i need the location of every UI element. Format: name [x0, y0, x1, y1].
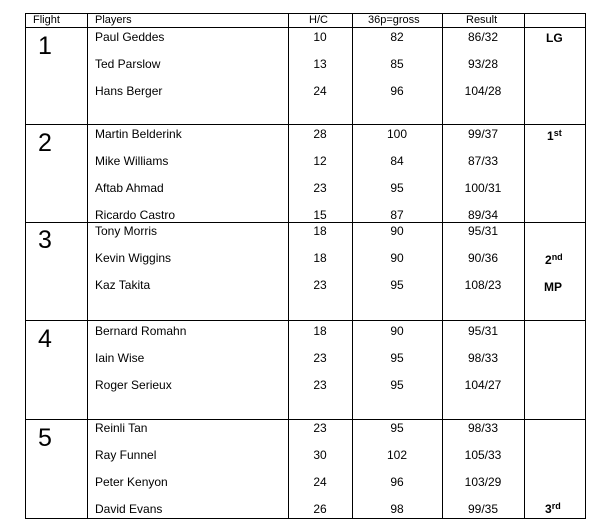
result: 99/35: [467, 502, 499, 516]
gross-score: 95: [390, 181, 404, 195]
flight-number: 4: [38, 325, 52, 353]
result: 108/23: [464, 278, 502, 292]
flight-number: 5: [38, 424, 52, 452]
award-label: LG: [546, 31, 563, 45]
result: 103/29: [464, 475, 502, 489]
gross-score: 100: [386, 127, 408, 141]
result: 104/28: [464, 84, 502, 98]
handicap: 15: [313, 208, 327, 222]
flight-number: 3: [38, 226, 52, 254]
result: 98/33: [467, 421, 499, 435]
award-label: 2nd: [545, 252, 563, 267]
player-name: Tony Morris: [95, 224, 158, 238]
player-name: Iain Wise: [95, 351, 145, 365]
player-name: David Evans: [95, 502, 163, 516]
gross-score: 95: [390, 278, 404, 292]
header-result: Result: [466, 14, 498, 26]
gross-score: 87: [390, 208, 404, 222]
player-name: Peter Kenyon: [95, 475, 168, 489]
gross-score: 90: [390, 224, 404, 238]
header-flight: Flight: [33, 14, 60, 26]
flight-divider: [25, 222, 586, 223]
result: 86/32: [467, 30, 499, 44]
gross-score: 90: [390, 251, 404, 265]
handicap: 13: [313, 57, 327, 71]
flight-number: 1: [38, 32, 52, 60]
handicap: 23: [313, 351, 327, 365]
player-name: Ray Funnel: [95, 448, 157, 462]
header-gross: 36p=gross: [368, 14, 420, 26]
player-name: Mike Williams: [95, 154, 169, 168]
result: 93/28: [467, 57, 499, 71]
handicap: 24: [313, 475, 327, 489]
result: 95/31: [467, 324, 499, 338]
player-name: Ricardo Castro: [95, 208, 176, 222]
column-divider: [585, 13, 586, 519]
header-hc: H/C: [309, 14, 328, 26]
gross-score: 98: [390, 502, 404, 516]
gross-score: 90: [390, 324, 404, 338]
player-name: Bernard Romahn: [95, 324, 187, 338]
gross-score: 96: [390, 84, 404, 98]
handicap: 28: [313, 127, 327, 141]
player-name: Kaz Takita: [95, 278, 151, 292]
player-name: Hans Berger: [95, 84, 163, 98]
player-name: Roger Serieux: [95, 378, 172, 392]
result: 89/34: [467, 208, 499, 222]
handicap: 10: [313, 30, 327, 44]
player-name: Kevin Wiggins: [95, 251, 172, 265]
result: 98/33: [467, 351, 499, 365]
handicap: 23: [313, 421, 327, 435]
handicap: 12: [313, 154, 327, 168]
flight-divider: [25, 124, 586, 125]
flight-number: 2: [38, 129, 52, 157]
flight-divider: [25, 419, 586, 420]
result: 99/37: [467, 127, 499, 141]
table-bottom-border: [25, 518, 586, 519]
gross-score: 95: [390, 378, 404, 392]
result: 90/36: [467, 251, 499, 265]
header-divider: [25, 27, 586, 28]
handicap: 26: [313, 502, 327, 516]
award-label: 1st: [547, 128, 562, 143]
column-divider: [288, 13, 289, 519]
gross-score: 102: [386, 448, 408, 462]
column-divider: [87, 13, 88, 519]
handicap: 18: [313, 251, 327, 265]
column-divider: [442, 13, 443, 519]
player-name: Paul Geddes: [95, 30, 165, 44]
handicap: 23: [313, 181, 327, 195]
gross-score: 82: [390, 30, 404, 44]
handicap: 23: [313, 378, 327, 392]
handicap: 18: [313, 224, 327, 238]
result: 95/31: [467, 224, 499, 238]
handicap: 30: [313, 448, 327, 462]
result: 104/27: [464, 378, 502, 392]
award-label: 3rd: [545, 501, 561, 516]
player-name: Ted Parslow: [95, 57, 161, 71]
result: 105/33: [464, 448, 502, 462]
result: 87/33: [467, 154, 499, 168]
gross-score: 95: [390, 351, 404, 365]
column-divider: [524, 13, 525, 519]
handicap: 18: [313, 324, 327, 338]
result: 100/31: [464, 181, 502, 195]
header-players: Players: [95, 14, 132, 26]
flight-divider: [25, 320, 586, 321]
award-label: MP: [544, 280, 562, 294]
gross-score: 95: [390, 421, 404, 435]
gross-score: 84: [390, 154, 404, 168]
player-name: Reinli Tan: [95, 421, 148, 435]
column-divider: [25, 13, 26, 519]
column-divider: [352, 13, 353, 519]
player-name: Martin Belderink: [95, 127, 182, 141]
gross-score: 96: [390, 475, 404, 489]
handicap: 24: [313, 84, 327, 98]
player-name: Aftab Ahmad: [95, 181, 164, 195]
handicap: 23: [313, 278, 327, 292]
gross-score: 85: [390, 57, 404, 71]
